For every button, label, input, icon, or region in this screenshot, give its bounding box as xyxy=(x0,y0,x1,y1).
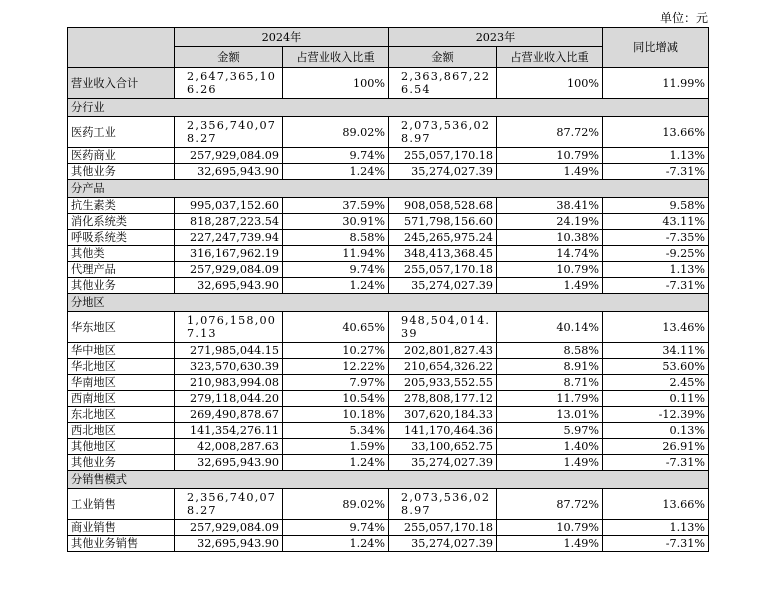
total-row xyxy=(68,68,709,99)
yoy: 0.11% xyxy=(603,391,709,407)
share-2024: 1.24% xyxy=(283,164,389,180)
share-2024: 1.24% xyxy=(283,455,389,471)
yoy: 9.58% xyxy=(603,198,709,214)
share-2023: 11.79% xyxy=(497,391,603,407)
total-label: 营业收入合计 xyxy=(68,68,175,99)
amount-2023: 33,100,652.75 xyxy=(389,439,497,455)
row-label: 华南地区 xyxy=(68,375,175,391)
table-row xyxy=(68,312,709,343)
amount-2024: 316,167,962.19 xyxy=(175,246,283,262)
share-2024: 30.91% xyxy=(283,214,389,230)
share-2023: 87.72% xyxy=(497,117,603,148)
share-2023: 14.74% xyxy=(497,246,603,262)
amount-2023: 908,058,528.68 xyxy=(389,198,497,214)
yoy: 1.13% xyxy=(603,148,709,164)
header-yoy: 同比增减 xyxy=(603,28,709,68)
yoy: -7.35% xyxy=(603,230,709,246)
row-label: 其他类 xyxy=(68,246,175,262)
row-label: 西南地区 xyxy=(68,391,175,407)
amount-2023: 35,274,027.39 xyxy=(389,536,497,552)
yoy: 13.46% xyxy=(603,312,709,343)
table-row xyxy=(68,520,709,536)
share-2023: 8.71% xyxy=(497,375,603,391)
amount-2023: 278,808,177.12 xyxy=(389,391,497,407)
table-row xyxy=(68,489,709,520)
amount-2024: 210,983,994.08 xyxy=(175,375,283,391)
table-row xyxy=(68,164,709,180)
amount-2024: 1,076,158,007.13 xyxy=(175,312,283,343)
table-row xyxy=(68,278,709,294)
share-2023: 1.49% xyxy=(497,536,603,552)
amount-2023: 202,801,827.43 xyxy=(389,343,497,359)
row-label: 消化系统类 xyxy=(68,214,175,230)
share-2023: 24.19% xyxy=(497,214,603,230)
share-2023: 40.14% xyxy=(497,312,603,343)
table-row xyxy=(68,455,709,471)
table-row xyxy=(68,439,709,455)
share-2024: 10.18% xyxy=(283,407,389,423)
share-2024: 89.02% xyxy=(283,489,389,520)
yoy: -7.31% xyxy=(603,536,709,552)
table-row xyxy=(68,343,709,359)
row-label: 其他业务 xyxy=(68,455,175,471)
amount-2023: 2,073,536,028.97 xyxy=(389,117,497,148)
share-2024: 11.94% xyxy=(283,246,389,262)
share-2024: 10.54% xyxy=(283,391,389,407)
total-share-2023: 100% xyxy=(497,68,603,99)
section-header-row xyxy=(68,99,709,117)
section-header-row xyxy=(68,471,709,489)
yoy: 13.66% xyxy=(603,117,709,148)
unit-label: 单位：元 xyxy=(659,11,708,25)
amount-2023: 35,274,027.39 xyxy=(389,164,497,180)
share-2023: 13.01% xyxy=(497,407,603,423)
amount-2024: 32,695,943.90 xyxy=(175,536,283,552)
share-2024: 5.34% xyxy=(283,423,389,439)
yoy: -12.39% xyxy=(603,407,709,423)
amount-2023: 255,057,170.18 xyxy=(389,262,497,278)
table-row xyxy=(68,117,709,148)
amount-2024: 32,695,943.90 xyxy=(175,455,283,471)
row-label: 商业销售 xyxy=(68,520,175,536)
share-2023: 1.49% xyxy=(497,164,603,180)
table-body xyxy=(68,68,709,552)
amount-2023: 245,265,975.24 xyxy=(389,230,497,246)
share-2024: 89.02% xyxy=(283,117,389,148)
section-title: 分销售模式 xyxy=(68,471,709,489)
amount-2023: 255,057,170.18 xyxy=(389,520,497,536)
table-row xyxy=(68,198,709,214)
total-share-2024: 100% xyxy=(283,68,389,99)
yoy: 1.13% xyxy=(603,262,709,278)
yoy: -9.25% xyxy=(603,246,709,262)
header-share-2024: 占营业收入比重 xyxy=(283,47,389,68)
section-header-row xyxy=(68,294,709,312)
amount-2024: 323,570,630.39 xyxy=(175,359,283,375)
amount-2023: 205,933,552.55 xyxy=(389,375,497,391)
amount-2023: 948,504,014.39 xyxy=(389,312,497,343)
table-row xyxy=(68,230,709,246)
amount-2023: 35,274,027.39 xyxy=(389,278,497,294)
row-label: 代理产品 xyxy=(68,262,175,278)
header-share-2023: 占营业收入比重 xyxy=(497,47,603,68)
table-row xyxy=(68,359,709,375)
header-year-2024: 2024年 xyxy=(175,28,389,47)
section-title: 分地区 xyxy=(68,294,709,312)
share-2024: 40.65% xyxy=(283,312,389,343)
table-row xyxy=(68,148,709,164)
amount-2024: 269,490,878.67 xyxy=(175,407,283,423)
table-row xyxy=(68,407,709,423)
share-2023: 10.79% xyxy=(497,262,603,278)
row-label: 其他业务 xyxy=(68,278,175,294)
row-label: 其他业务 xyxy=(68,164,175,180)
amount-2023: 255,057,170.18 xyxy=(389,148,497,164)
share-2023: 1.40% xyxy=(497,439,603,455)
table-row xyxy=(68,423,709,439)
table-row xyxy=(68,391,709,407)
share-2024: 7.97% xyxy=(283,375,389,391)
share-2024: 1.24% xyxy=(283,278,389,294)
amount-2024: 995,037,152.60 xyxy=(175,198,283,214)
yoy: -7.31% xyxy=(603,455,709,471)
row-label: 华东地区 xyxy=(68,312,175,343)
section-title: 分行业 xyxy=(68,99,709,117)
row-label: 华北地区 xyxy=(68,359,175,375)
yoy: 0.13% xyxy=(603,423,709,439)
row-label: 医药工业 xyxy=(68,117,175,148)
table-row xyxy=(68,214,709,230)
share-2024: 8.58% xyxy=(283,230,389,246)
share-2024: 1.24% xyxy=(283,536,389,552)
amount-2024: 257,929,084.09 xyxy=(175,520,283,536)
share-2024: 10.27% xyxy=(283,343,389,359)
revenue-table xyxy=(67,27,709,552)
amount-2024: 2,356,740,078.27 xyxy=(175,117,283,148)
share-2023: 10.38% xyxy=(497,230,603,246)
share-2023: 8.58% xyxy=(497,343,603,359)
table-row xyxy=(68,246,709,262)
share-2024: 1.59% xyxy=(283,439,389,455)
row-label: 其他业务销售 xyxy=(68,536,175,552)
amount-2024: 271,985,044.15 xyxy=(175,343,283,359)
row-label: 医药商业 xyxy=(68,148,175,164)
amount-2024: 32,695,943.90 xyxy=(175,164,283,180)
amount-2024: 279,118,044.20 xyxy=(175,391,283,407)
row-label: 工业销售 xyxy=(68,489,175,520)
header-amount-2023: 金额 xyxy=(389,47,497,68)
table-row xyxy=(68,375,709,391)
yoy: 26.91% xyxy=(603,439,709,455)
amount-2024: 227,247,739.94 xyxy=(175,230,283,246)
row-label: 抗生素类 xyxy=(68,198,175,214)
amount-2023: 348,413,368.45 xyxy=(389,246,497,262)
yoy: 34.11% xyxy=(603,343,709,359)
section-title: 分产品 xyxy=(68,180,709,198)
row-label: 呼吸系统类 xyxy=(68,230,175,246)
yoy: -7.31% xyxy=(603,278,709,294)
amount-2023: 2,073,536,028.97 xyxy=(389,489,497,520)
amount-2023: 307,620,184.33 xyxy=(389,407,497,423)
yoy: 43.11% xyxy=(603,214,709,230)
share-2023: 5.97% xyxy=(497,423,603,439)
share-2024: 9.74% xyxy=(283,148,389,164)
amount-2024: 141,354,276.11 xyxy=(175,423,283,439)
total-yoy: 11.99% xyxy=(603,68,709,99)
share-2023: 1.49% xyxy=(497,455,603,471)
amount-2024: 42,008,287.63 xyxy=(175,439,283,455)
amount-2023: 571,798,156.60 xyxy=(389,214,497,230)
row-label: 东北地区 xyxy=(68,407,175,423)
row-label: 西北地区 xyxy=(68,423,175,439)
share-2023: 10.79% xyxy=(497,148,603,164)
section-header-row xyxy=(68,180,709,198)
yoy: -7.31% xyxy=(603,164,709,180)
amount-2023: 210,654,326.22 xyxy=(389,359,497,375)
share-2023: 38.41% xyxy=(497,198,603,214)
table-row xyxy=(68,262,709,278)
amount-2024: 257,929,084.09 xyxy=(175,262,283,278)
yoy: 1.13% xyxy=(603,520,709,536)
yoy: 13.66% xyxy=(603,489,709,520)
yoy: 2.45% xyxy=(603,375,709,391)
share-2024: 12.22% xyxy=(283,359,389,375)
amount-2024: 257,929,084.09 xyxy=(175,148,283,164)
header-amount-2024: 金额 xyxy=(175,47,283,68)
share-2024: 9.74% xyxy=(283,520,389,536)
total-amount-2024: 2,647,365,106.26 xyxy=(175,68,283,99)
yoy: 53.60% xyxy=(603,359,709,375)
share-2024: 9.74% xyxy=(283,262,389,278)
share-2023: 10.79% xyxy=(497,520,603,536)
share-2024: 37.59% xyxy=(283,198,389,214)
total-amount-2023: 2,363,867,226.54 xyxy=(389,68,497,99)
header-year-2023: 2023年 xyxy=(389,28,603,47)
share-2023: 8.91% xyxy=(497,359,603,375)
row-label: 华中地区 xyxy=(68,343,175,359)
share-2023: 1.49% xyxy=(497,278,603,294)
table-row xyxy=(68,536,709,552)
header-blank xyxy=(68,28,175,68)
amount-2024: 2,356,740,078.27 xyxy=(175,489,283,520)
share-2023: 87.72% xyxy=(497,489,603,520)
amount-2024: 818,287,223.54 xyxy=(175,214,283,230)
row-label: 其他地区 xyxy=(68,439,175,455)
amount-2023: 35,274,027.39 xyxy=(389,455,497,471)
amount-2023: 141,170,464.36 xyxy=(389,423,497,439)
amount-2024: 32,695,943.90 xyxy=(175,278,283,294)
